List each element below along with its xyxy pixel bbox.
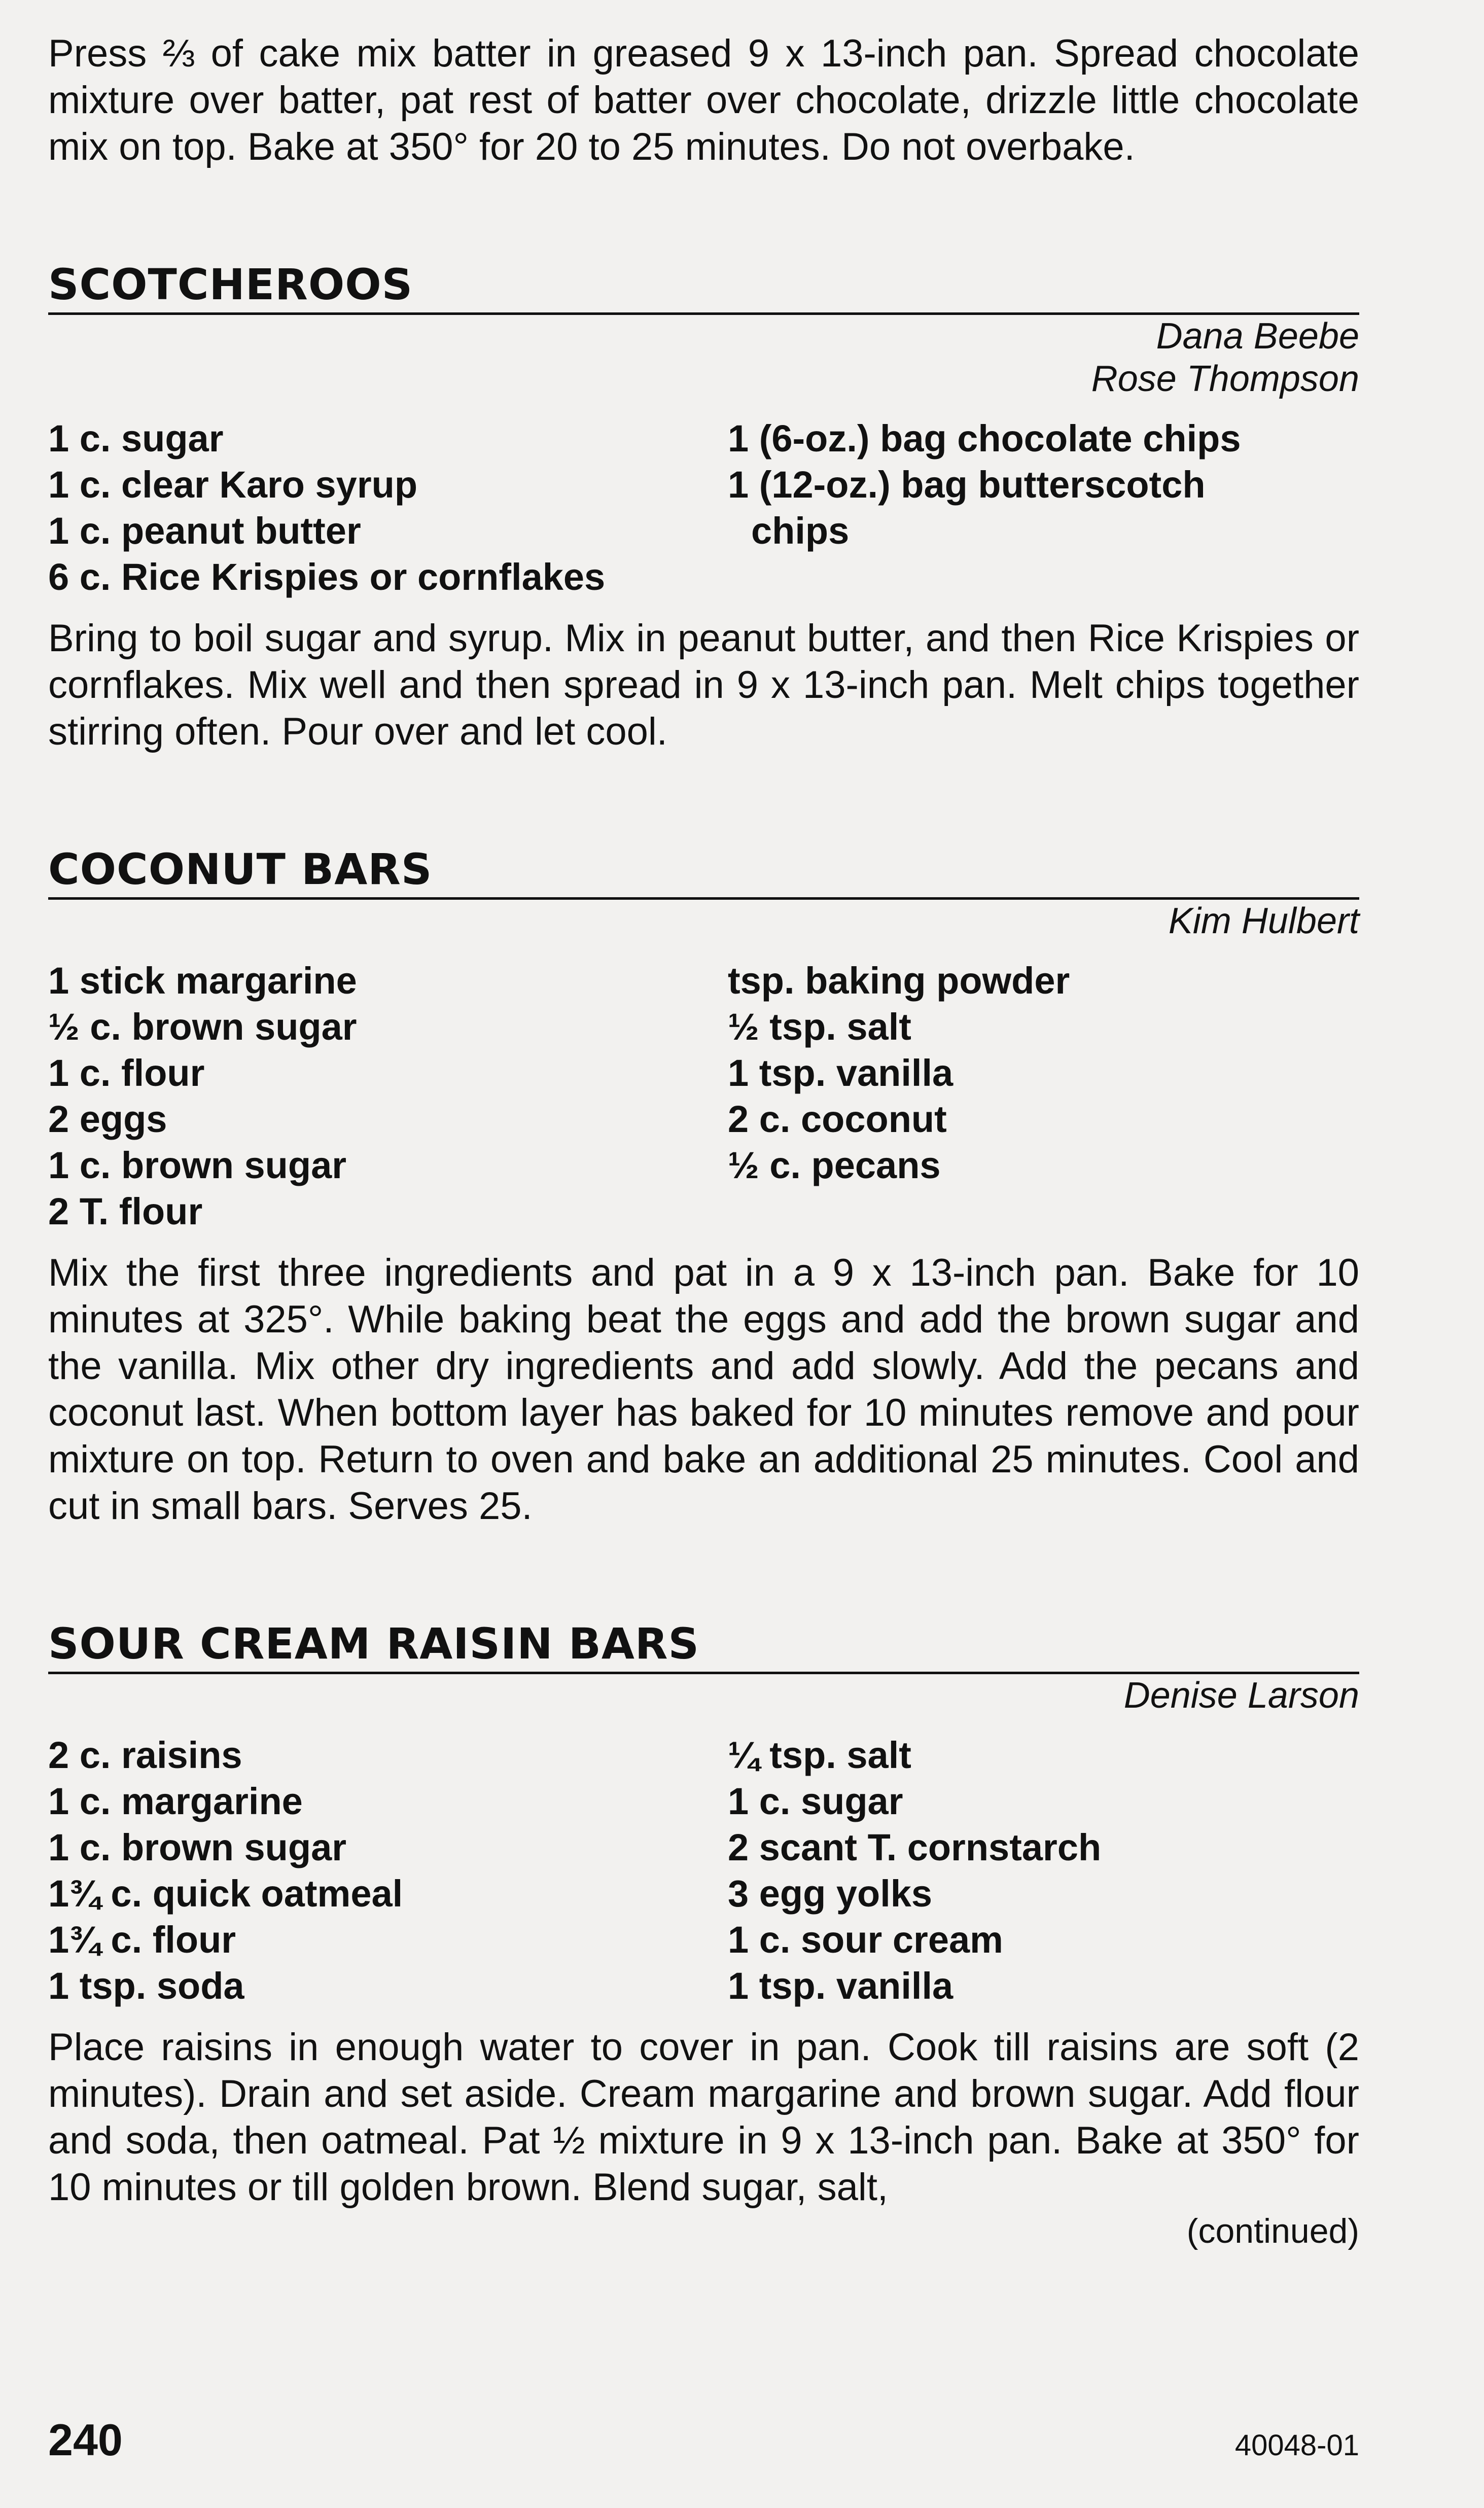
- intro-directions: Press ⅔ of cake mix batter in greased 9 x 13-inch pan. Spread chocolate mixture over batter, pat rest of batter over chocolate, drizzle little chocolate mix on top. Bake at 350° for 20 to 25 minutes. Do not overbake.: [48, 32, 1359, 168]
- ingredient: 1¾ c. quick oatmeal: [48, 1873, 403, 1915]
- ingredient: 6 c. Rice Krispies or cornflakes: [48, 556, 606, 598]
- ingredient: 2 T. flour: [48, 1190, 203, 1232]
- page-footer: [48, 2414, 1359, 2466]
- ingredient-list: [48, 958, 1359, 1234]
- ingredient-column-right: [728, 958, 1359, 1234]
- cookbook-page: [48, 30, 1359, 2475]
- ingredient: 1¾ c. flour: [48, 1919, 236, 1961]
- author-name: Denise Larson: [1123, 1675, 1359, 1716]
- ingredient: 1 (12-oz.) bag butterscotch: [728, 464, 1206, 506]
- ingredient: 1 c. sugar: [48, 417, 224, 460]
- ingredient: 1 tsp. soda: [48, 1965, 244, 2007]
- recipe-authors: [48, 315, 1359, 400]
- recipe-scotcheroos: [48, 257, 1359, 755]
- recipe-directions: Bring to boil sugar and syrup. Mix in peanut butter, and then Rice Krispies or cornflakes. Mix well and then spread in 9 x 13-inch pan. Melt chips together stirring often. Pour over and let cool.: [48, 617, 1359, 753]
- recipe-coconut-bars: [48, 841, 1359, 1530]
- print-code: 40048-01: [1234, 2429, 1359, 2462]
- ingredient: 1 c. flour: [48, 1052, 205, 1094]
- ingredient: 1 c. sour cream: [728, 1919, 1003, 1961]
- ingredient-column-left: [48, 1732, 728, 2009]
- recipe-directions: Mix the first three ingredients and pat in a 9 x 13-inch pan. Bake for 10 minutes at 325°. While baking beat the eggs and add the brown sugar and the vanilla. Mix other dry ingredients and add slowly. Add the pecans and coconut last. When bottom layer has baked for 10 minutes remove and pour mixture on top. Return to oven and bake an additional 25 minutes. Cool and cut in small bars. Serves 25.: [48, 1251, 1359, 1528]
- ingredient: 1 tsp. vanilla: [728, 1052, 953, 1094]
- ingredient: 3 egg yolks: [728, 1873, 933, 1915]
- recipe-title: COCONUT BARS: [48, 844, 433, 894]
- ingredient: ½ tsp. salt: [728, 1006, 911, 1048]
- ingredient: chips: [751, 510, 850, 552]
- ingredient-list: [48, 1732, 1359, 2009]
- ingredient: 2 c. raisins: [48, 1734, 242, 1776]
- ingredient: 1 tsp. vanilla: [728, 1965, 953, 2007]
- continued-note: (continued): [1186, 2212, 1359, 2250]
- ingredient: 1 (6-oz.) bag chocolate chips: [728, 417, 1241, 460]
- ingredient-column-left: [48, 415, 728, 600]
- recipe-title: SOUR CREAM RAISIN BARS: [48, 1619, 700, 1669]
- recipe-authors: [48, 900, 1359, 942]
- recipe-authors: [48, 1674, 1359, 1717]
- ingredient: 2 c. coconut: [728, 1098, 947, 1140]
- ingredient: tsp. baking powder: [728, 960, 1070, 1002]
- ingredient: 1 c. brown sugar: [48, 1144, 347, 1186]
- ingredient-column-left: [48, 958, 728, 1234]
- ingredient: 1 c. brown sugar: [48, 1826, 347, 1868]
- author-name: Dana Beebe: [1156, 316, 1359, 357]
- author-name: Kim Hulbert: [1168, 901, 1359, 941]
- ingredient: 1 stick margarine: [48, 960, 357, 1002]
- recipe-directions: Place raisins in enough water to cover in pan. Cook till raisins are soft (2 minutes). Drain and set aside. Cream margarine and brown sugar. Add flour and soda, then oatmeal. Pat ½ mixture in 9 x 13-inch pan. Bake at 350° for 10 minutes or till golden brown. Blend sugar, salt,: [48, 2026, 1359, 2209]
- recipe-sour-cream-raisin-bars: [48, 1616, 1359, 2251]
- ingredient-list: [48, 415, 1359, 600]
- ingredient: ½ c. brown sugar: [48, 1006, 357, 1048]
- author-name: Rose Thompson: [1091, 359, 1359, 399]
- ingredient: 2 scant T. cornstarch: [728, 1826, 1102, 1868]
- recipe-title: SCOTCHEROOS: [48, 260, 413, 309]
- ingredient-column-right: [728, 415, 1359, 600]
- page-number: 240: [48, 2415, 123, 2465]
- ingredient-column-right: [728, 1732, 1359, 2009]
- ingredient: 1 c. clear Karo syrup: [48, 464, 418, 506]
- ingredient: 1 c. margarine: [48, 1780, 303, 1822]
- ingredient: ½ c. pecans: [728, 1144, 941, 1186]
- ingredient: 1 c. peanut butter: [48, 510, 361, 552]
- ingredient: 1 c. sugar: [728, 1780, 903, 1822]
- ingredient: ¼ tsp. salt: [728, 1734, 911, 1776]
- ingredient: 2 eggs: [48, 1098, 167, 1140]
